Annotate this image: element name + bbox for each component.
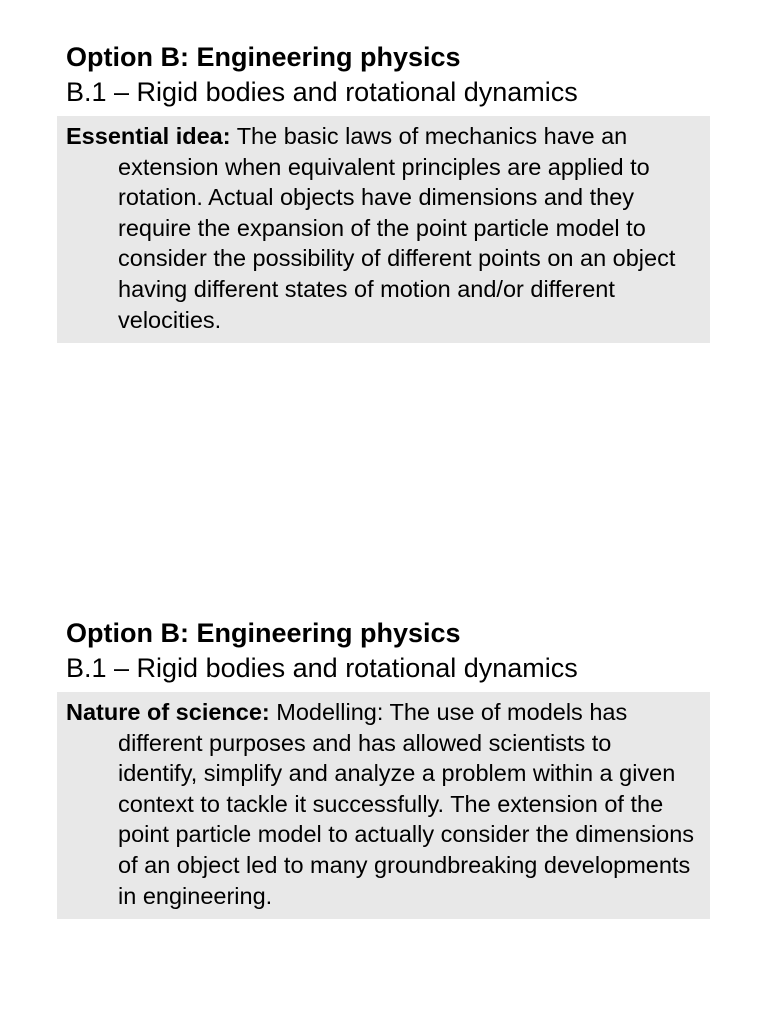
essential-idea-paragraph bbox=[66, 121, 696, 335]
option-title: Option B: Engineering physics bbox=[66, 42, 461, 72]
nature-of-science-label: Nature of science: bbox=[66, 699, 270, 725]
option-title: Option B: Engineering physics bbox=[66, 618, 461, 648]
topic-title: B.1 – Rigid bodies and rotational dynamics bbox=[66, 653, 578, 683]
topic-title: B.1 – Rigid bodies and rotational dynamics bbox=[66, 77, 578, 107]
essential-idea-label: Essential idea: bbox=[66, 123, 231, 149]
slide-heading bbox=[57, 616, 710, 686]
nature-of-science-text: Modelling: The use of models has different purposes and has allowed scientists to identify, simplify and analyze a problem within a given context to tackle it successfully. The extension of the point particle model to actually consider the dimensions of an object led to many groundbreaking developments in engineering. bbox=[118, 699, 695, 909]
slide-essential-idea bbox=[57, 40, 710, 343]
slide-nature-of-science bbox=[57, 616, 710, 919]
nature-of-science-box bbox=[57, 692, 710, 919]
essential-idea-text: The basic laws of mechanics have an extension when equivalent principles are applied to rotation. Actual objects have dimensions and they require the expansion of the point particle model to consider the possibility of different points on an object having different states of motion and/or different velocities. bbox=[118, 123, 676, 333]
nature-of-science-paragraph bbox=[66, 697, 696, 911]
slide-heading bbox=[57, 40, 710, 110]
essential-idea-box bbox=[57, 116, 710, 343]
